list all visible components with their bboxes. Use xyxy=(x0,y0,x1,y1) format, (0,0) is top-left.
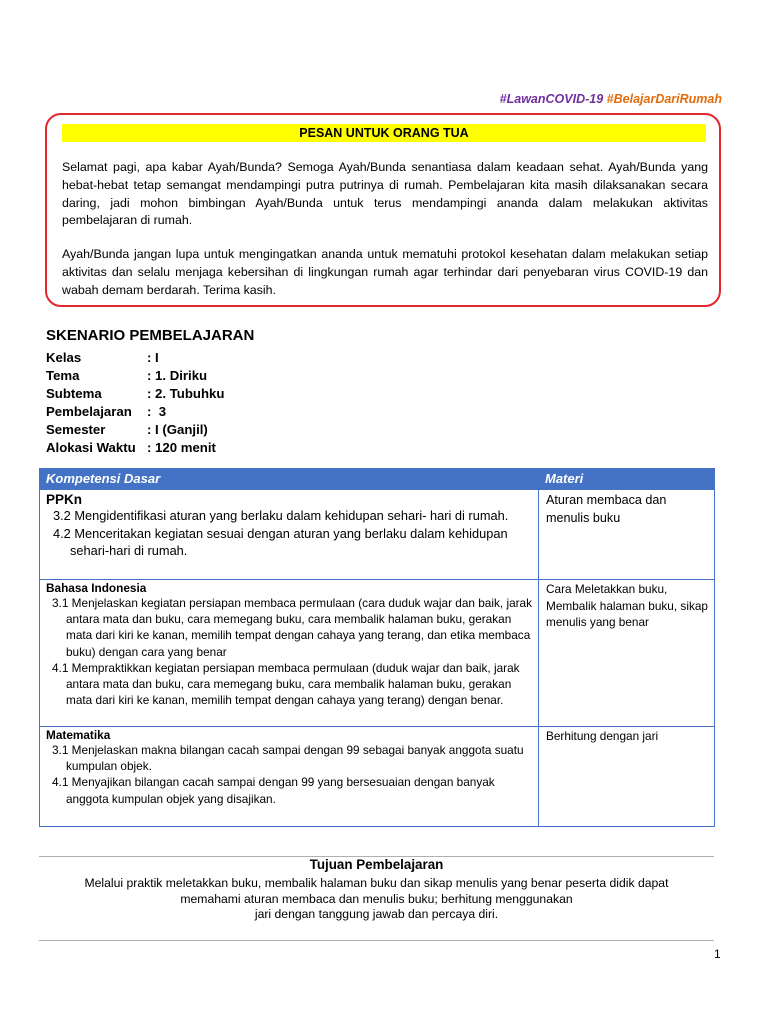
lesson-info xyxy=(46,349,224,457)
parent-message-paragraph-1: Selamat pagi, apa kabar Ayah/Bunda? Semoga Ayah/Bunda senantiasa dalam keadaan sehat. Ayah/Bunda yang hebat-hebat tetap semangat mendampingi putra putrinya di rumah. Pembelajaran kita masih dilaksanakan secara daring, jadi mohon bimbingan Ayah/Bunda untuk terus mendampingi ananda dalam melakukan aktivitas pembelajaran di rumah. xyxy=(62,160,708,228)
materi-text: Aturan membaca dan menulis buku xyxy=(546,493,667,525)
kd-item: 3.1 Menjelaskan makna bilangan cacah sampai dengan 99 sebagai banyak anggota suatu kumpulan objek. xyxy=(52,743,524,774)
kd-item: 4.1 Menyajikan bilangan cacah sampai dengan 99 yang bersesuaian dengan banyak anggota kumpulan objek yang disajikan. xyxy=(52,775,495,806)
info-label: Alokasi Waktu xyxy=(46,440,136,455)
table-row-bahasa-indonesia xyxy=(40,580,715,727)
info-value: : I xyxy=(147,350,159,365)
info-value: : 1. Diriku xyxy=(147,368,208,383)
materi-text: Cara Meletakkan buku, Membalik halaman buku, sikap menulis yang benar xyxy=(546,582,708,629)
page-number: 1 xyxy=(714,947,721,961)
info-label: Semester xyxy=(46,422,106,437)
header-kompetensi-dasar: Kompetensi Dasar xyxy=(40,469,539,490)
parent-message-box xyxy=(45,113,721,307)
tujuan-text xyxy=(39,876,714,923)
kd-cell-ppkn xyxy=(40,490,539,580)
info-value: : 3 xyxy=(147,404,167,419)
kd-cell-bahasa-indonesia xyxy=(40,580,539,727)
info-value: : 2. Tubuhku xyxy=(147,386,225,401)
subject-name: Matematika xyxy=(46,728,111,742)
tujuan-line-3: jari dengan tanggung jawab dan percaya diri. xyxy=(254,907,499,921)
materi-cell-ppkn xyxy=(539,490,715,580)
info-row-subtema xyxy=(46,385,224,403)
parent-message-title: PESAN UNTUK ORANG TUA xyxy=(62,124,706,142)
info-row-alokasi-waktu xyxy=(46,439,224,457)
kd-item: 4.2 Menceritakan kegiatan sesuai dengan aturan yang berlaku dalam kehidupan sehari-hari di rumah. xyxy=(53,525,508,558)
info-label: Pembelajaran xyxy=(46,404,132,419)
info-row-pembelajaran xyxy=(46,403,224,421)
info-value: : I (Ganjil) xyxy=(147,422,208,437)
info-row-tema xyxy=(46,367,224,385)
info-label: Subtema xyxy=(46,386,102,401)
tujuan-title: Tujuan Pembelajaran xyxy=(309,857,444,872)
kd-cell-matematika xyxy=(40,727,539,827)
hashtag-belajar-dari-rumah: #BelajarDariRumah xyxy=(606,92,722,106)
tujuan-line-1: Melalui praktik meletakkan buku, membalik halaman buku dan sikap menulis yang benar peserta didik dapat xyxy=(84,876,669,890)
table-row-matematika xyxy=(40,727,715,827)
kd-item: 3.1 Menjelaskan kegiatan persiapan membaca permulaan (cara duduk wajar dan baik, jarak antara mata dan buku, cara memegang buku, cara membalik halaman buku, gerakan mata dari kiri ke kanan, memilih tempat dengan cahaya yang terang, dan etika membaca buku) dengan cara yang benar xyxy=(52,596,533,659)
hashtag-lawan-covid: #LawanCOVID-19 xyxy=(499,92,604,106)
scenario-title: SKENARIO PEMBELAJARAN xyxy=(46,327,255,344)
header-materi: Materi xyxy=(539,469,715,490)
materi-cell-matematika xyxy=(539,727,715,827)
hashtags xyxy=(500,92,722,106)
parent-message-paragraph-2: Ayah/Bunda jangan lupa untuk mengingatkan ananda untuk mematuhi protokol kesehatan dalam melakukan setiap aktivitas dan selalu menjaga kebersihan di lingkungan rumah agar terhindar dari penyebaran virus COVID-19 dan wabah demam berdarah. Terima kasih. xyxy=(62,247,708,297)
tujuan-line-2: memahami aturan membaca dan menulis buku; berhitung menggunakan xyxy=(180,891,573,906)
divider-bottom xyxy=(39,940,714,941)
kd-item: 4.1 Mempraktikkan kegiatan persiapan membaca permulaan (duduk wajar dan baik, jarak antara mata dan buku, cara memegang buku, cara membalik halaman buku, gerakan mata dari kiri ke kanan, memilih tempat dengan cahaya yang terang) dengan benar. xyxy=(52,660,520,708)
info-row-kelas xyxy=(46,349,224,367)
subject-name: Bahasa Indonesia xyxy=(46,581,147,595)
competency-table xyxy=(39,468,715,827)
info-label: Kelas xyxy=(46,350,82,365)
info-row-semester xyxy=(46,421,224,439)
materi-cell-bahasa-indonesia xyxy=(539,580,715,727)
subject-name: PPKn xyxy=(46,492,83,507)
info-label: Tema xyxy=(46,368,80,383)
materi-text: Berhitung dengan jari xyxy=(546,729,659,743)
table-header-row xyxy=(40,469,715,490)
kd-item: 3.2 Mengidentifikasi aturan yang berlaku dalam kehidupan sehari- hari di rumah. xyxy=(53,508,509,523)
info-value: : 120 menit xyxy=(147,440,216,455)
table-row-ppkn xyxy=(40,490,715,580)
